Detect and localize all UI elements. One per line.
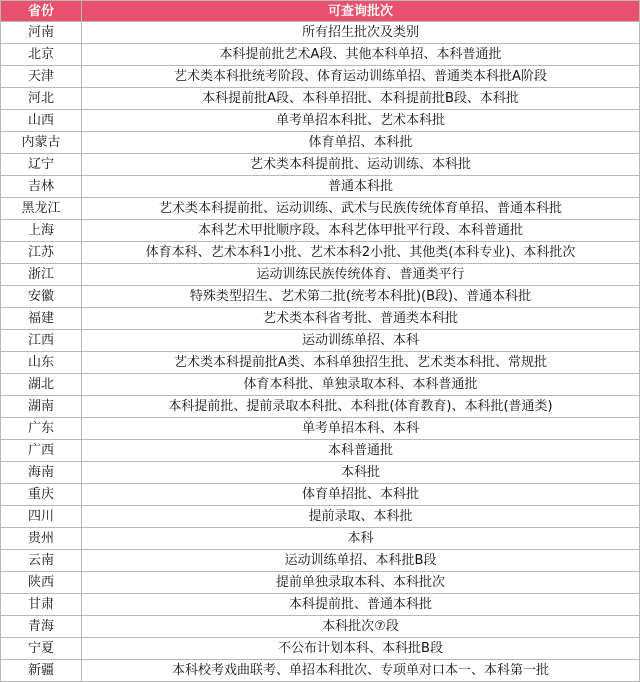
batches-cell: 艺术类本科提前批A类、本科单独招生批、艺术类本科批、常规批 (82, 352, 640, 374)
province-cell: 福建 (1, 308, 82, 330)
table-row (1, 44, 640, 66)
table-row (1, 264, 640, 286)
batches-cell: 本科批 (82, 462, 640, 484)
table-row (1, 66, 640, 88)
table-row (1, 22, 640, 44)
province-cell: 北京 (1, 44, 82, 66)
batches-cell: 单考单招本科、本科 (82, 418, 640, 440)
province-cell: 安徽 (1, 286, 82, 308)
table-row (1, 88, 640, 110)
table-row (1, 418, 640, 440)
header-batches: 可查询批次 (82, 1, 640, 22)
header-province: 省份 (1, 1, 82, 22)
batches-cell: 本科提前批、提前录取本科批、本科批(体育教育)、本科批(普通类) (82, 396, 640, 418)
table-row (1, 352, 640, 374)
province-cell: 云南 (1, 550, 82, 572)
table-row (1, 550, 640, 572)
province-cell: 上海 (1, 220, 82, 242)
table-row (1, 330, 640, 352)
batches-cell: 体育单招批、本科批 (82, 484, 640, 506)
province-cell: 天津 (1, 66, 82, 88)
table-row (1, 132, 640, 154)
table-row (1, 462, 640, 484)
table-row (1, 572, 640, 594)
province-cell: 重庆 (1, 484, 82, 506)
batches-cell: 体育单招、本科批 (82, 132, 640, 154)
table-row (1, 616, 640, 638)
province-cell: 海南 (1, 462, 82, 484)
batches-cell: 本科提前批、普通本科批 (82, 594, 640, 616)
province-cell: 湖南 (1, 396, 82, 418)
province-cell: 山东 (1, 352, 82, 374)
table-body (1, 22, 640, 682)
province-cell: 河南 (1, 22, 82, 44)
batches-cell: 体育本科、艺术本科1小批、艺术本科2小批、其他类(本科专业)、本科批次 (82, 242, 640, 264)
table-row (1, 638, 640, 660)
batches-cell: 本科提前批艺术A段、其他本科单招、本科普通批 (82, 44, 640, 66)
province-cell: 广东 (1, 418, 82, 440)
batches-cell: 单考单招本科批、艺术本科批 (82, 110, 640, 132)
batches-cell: 体育本科批、单独录取本科、本科普通批 (82, 374, 640, 396)
batches-cell: 提前单独录取本科、本科批次 (82, 572, 640, 594)
batches-cell: 特殊类型招生、艺术第二批(统考本科批)(B段)、普通本科批 (82, 286, 640, 308)
province-cell: 内蒙古 (1, 132, 82, 154)
table-row (1, 154, 640, 176)
table-row (1, 506, 640, 528)
province-cell: 甘肃 (1, 594, 82, 616)
batches-cell: 所有招生批次及类别 (82, 22, 640, 44)
batches-cell: 艺术类本科提前批、运动训练、本科批 (82, 154, 640, 176)
table-row (1, 176, 640, 198)
province-cell: 青海 (1, 616, 82, 638)
batches-cell: 普通本科批 (82, 176, 640, 198)
province-cell: 陕西 (1, 572, 82, 594)
batches-cell: 本科批次⑦段 (82, 616, 640, 638)
table-row (1, 484, 640, 506)
table-row (1, 198, 640, 220)
province-cell: 新疆 (1, 660, 82, 682)
table-row (1, 220, 640, 242)
province-cell: 河北 (1, 88, 82, 110)
province-cell: 湖北 (1, 374, 82, 396)
batches-cell: 本科 (82, 528, 640, 550)
table-row (1, 594, 640, 616)
table-row (1, 528, 640, 550)
province-cell: 江西 (1, 330, 82, 352)
table-row (1, 110, 640, 132)
batches-cell: 艺术类本科批统考阶段、体育运动训练单招、普通类本科批A阶段 (82, 66, 640, 88)
province-cell: 广西 (1, 440, 82, 462)
province-cell: 吉林 (1, 176, 82, 198)
table-row (1, 374, 640, 396)
province-cell: 浙江 (1, 264, 82, 286)
batches-cell: 艺术类本科提前批、运动训练、武术与民族传统体育单招、普通本科批 (82, 198, 640, 220)
batches-cell: 本科校考戏曲联考、单招本科批次、专项单对口本一、本科第一批 (82, 660, 640, 682)
batches-cell: 提前录取、本科批 (82, 506, 640, 528)
table-row (1, 396, 640, 418)
batches-cell: 本科普通批 (82, 440, 640, 462)
table-row (1, 242, 640, 264)
province-cell: 辽宁 (1, 154, 82, 176)
batches-cell: 艺术类本科省考批、普通类本科批 (82, 308, 640, 330)
province-cell: 四川 (1, 506, 82, 528)
table-row (1, 286, 640, 308)
table-row (1, 660, 640, 682)
province-cell: 山西 (1, 110, 82, 132)
batches-cell: 本科提前批A段、本科单招批、本科提前批B段、本科批 (82, 88, 640, 110)
batches-cell: 运动训练单招、本科 (82, 330, 640, 352)
table-header-row (1, 1, 640, 22)
batches-cell: 不公布计划本科、本科批B段 (82, 638, 640, 660)
province-cell: 江苏 (1, 242, 82, 264)
province-cell: 贵州 (1, 528, 82, 550)
table-row (1, 308, 640, 330)
table-row (1, 440, 640, 462)
province-cell: 宁夏 (1, 638, 82, 660)
province-cell: 黑龙江 (1, 198, 82, 220)
batches-cell: 运动训练单招、本科批B段 (82, 550, 640, 572)
batches-cell: 运动训练民族传统体育、普通类平行 (82, 264, 640, 286)
batches-cell: 本科艺术甲批顺序段、本科艺体甲批平行段、本科普通批 (82, 220, 640, 242)
